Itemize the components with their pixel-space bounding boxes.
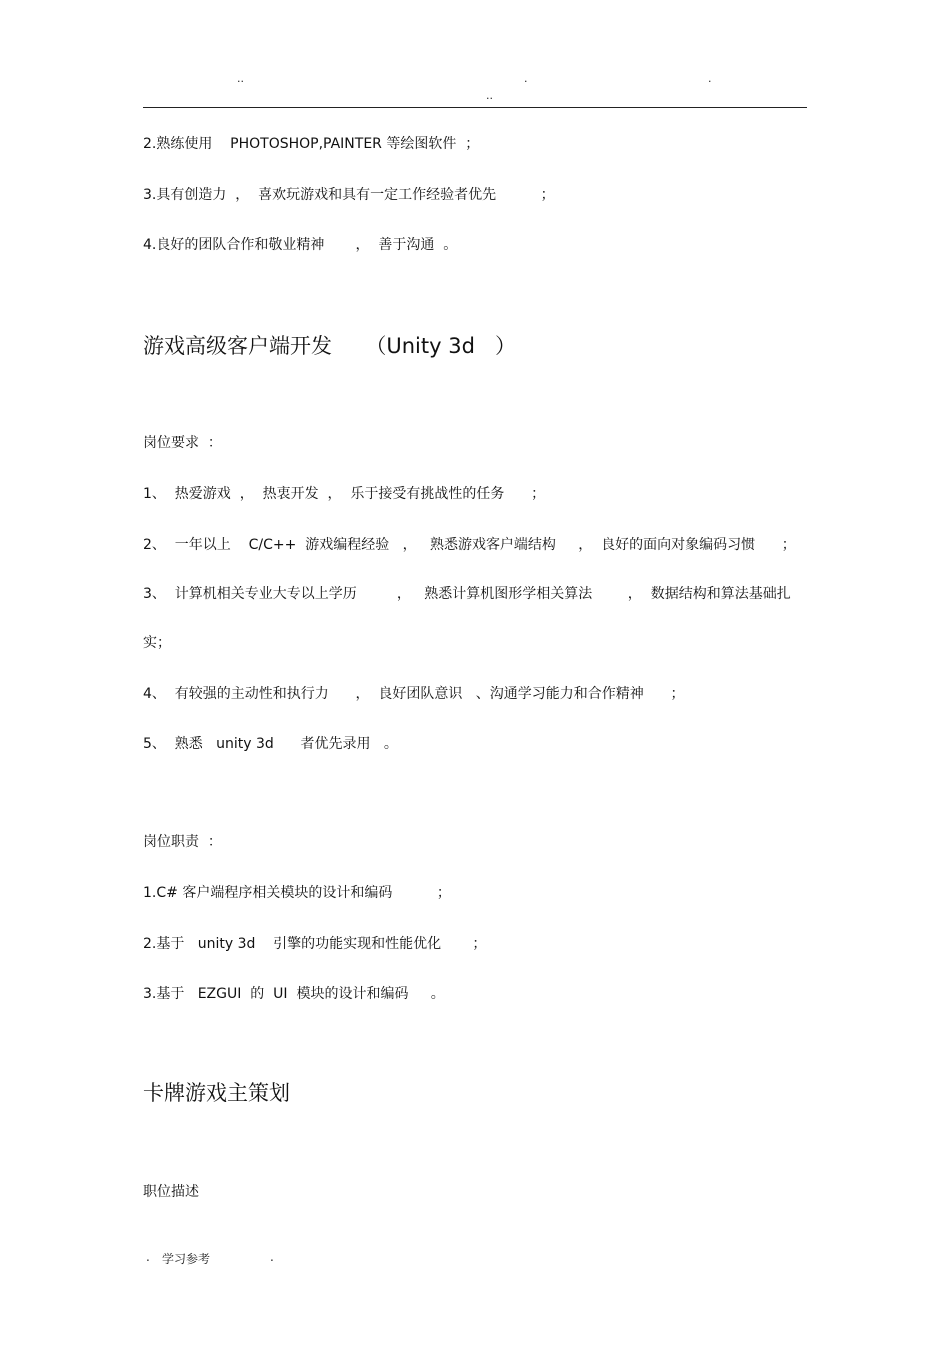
header-rule — [143, 107, 807, 108]
art-req-item-3: 3.具有创造力 ， 喜欢玩游戏和具有一定工作经验者优先 ； — [143, 187, 555, 203]
art-req-item-4: 4.良好的团队合作和敬业精神 ， 善于沟通 。 — [143, 237, 458, 253]
footer-text: 学习参考 — [162, 1252, 211, 1266]
unity-duty-item: 1.C# 客户端程序相关模块的设计和编码 ； — [143, 885, 451, 901]
unity-req-item: 3、 计算机相关专业大专以上学历 ， 熟悉计算机图形学相关算法 ， 数据结构和算法基础扎 — [143, 586, 791, 602]
unity-req-item-continued: 实； — [143, 635, 171, 651]
header-mark-under: .. — [486, 89, 493, 102]
unity-req-label: 岗位要求 ： — [143, 435, 222, 451]
unity-job-title: 游戏高级客户端开发 （Unity 3d ） — [143, 334, 516, 358]
unity-req-item: 2、 一年以上 C/C++ 游戏编程经验 ， 熟悉游戏客户端结构 ， 良好的面向对象编码习惯 ； — [143, 537, 796, 553]
art-req-item-2: 2.熟练使用 PHOTOSHOP,PAINTER 等绘图软件 ； — [143, 136, 480, 152]
unity-req-item: 4、 有较强的主动性和执行力 ， 良好团队意识 、沟通学习能力和合作精神 ； — [143, 686, 685, 702]
unity-req-item: 1、 热爱游戏 ， 热衷开发 ， 乐于接受有挑战性的任务 ； — [143, 486, 546, 502]
unity-duty-item: 3.基于 EZGUI 的 UI 模块的设计和编码 。 — [143, 986, 445, 1002]
footer-dot-right: . — [270, 1250, 274, 1264]
unity-req-item: 5、 熟悉 unity 3d 者优先录用 。 — [143, 736, 398, 752]
footer-dot-left: . — [146, 1250, 150, 1264]
unity-duty-item: 2.基于 unity 3d 引擎的功能实现和性能优化 ； — [143, 936, 487, 952]
card-job-title: 卡牌游戏主策划 — [143, 1081, 290, 1105]
header-mark-right: . — [708, 72, 712, 85]
unity-duty-label: 岗位职责 ： — [143, 834, 222, 850]
header-mark-left: .. — [237, 72, 244, 85]
header-mark-mid: . — [524, 72, 528, 85]
card-desc-label: 职位描述 — [143, 1184, 199, 1200]
